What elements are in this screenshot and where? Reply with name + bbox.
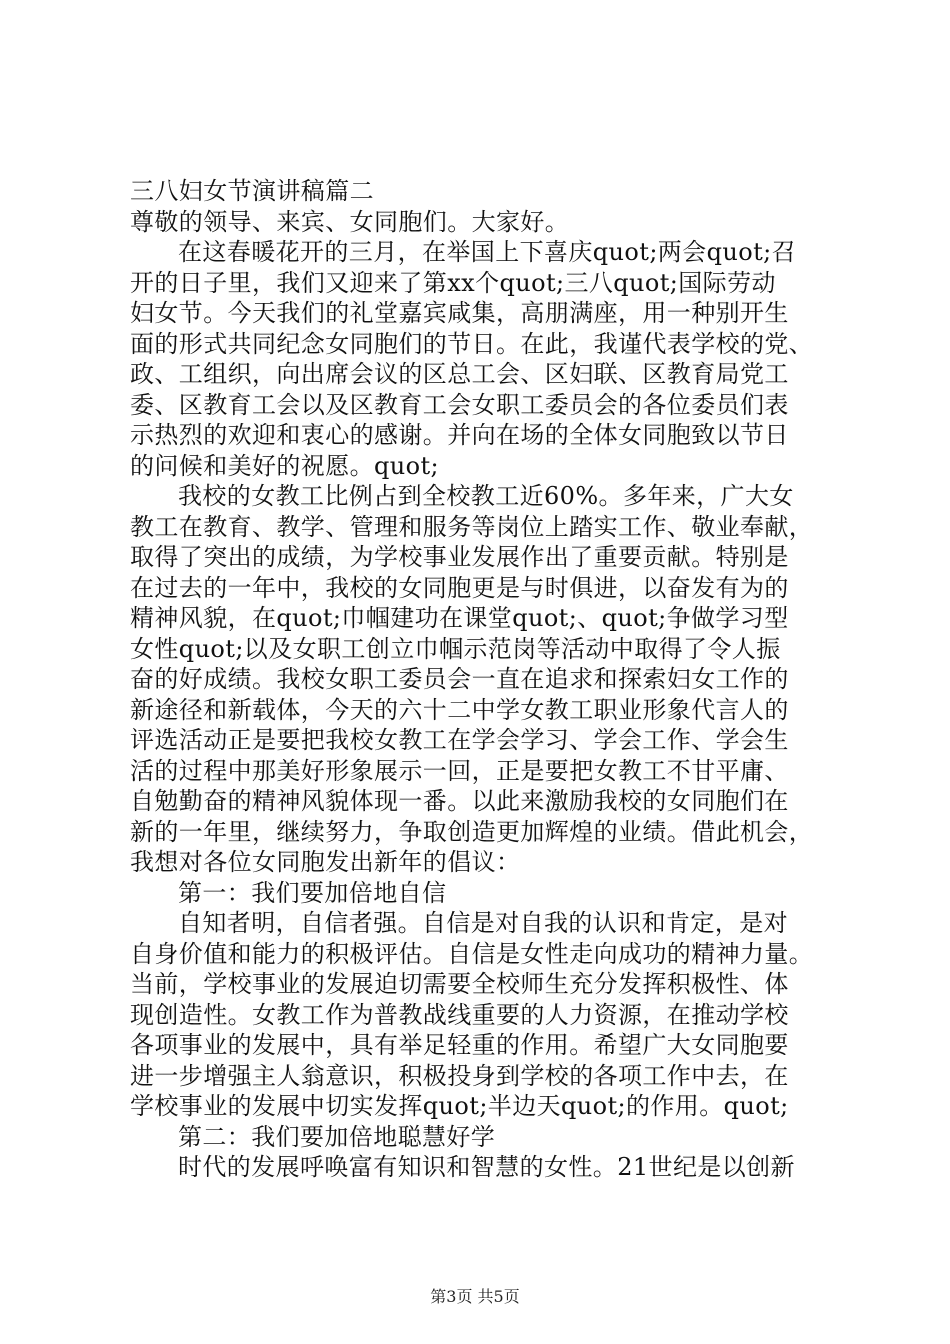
salutation: 尊敬的领导、来宾、女同胞们。大家好。 (130, 207, 570, 236)
text-line: 开的日子里，我们又迎来了第xx个quot;三八quot;国际劳动 (130, 268, 776, 297)
text-line: 妇女节。今天我们的礼堂嘉宾咸集，高朋满座，用一种别开生 (130, 299, 789, 327)
text-line: 时代的发展呼唤富有知识和智慧的女性。21世纪是以创新 (178, 1153, 795, 1181)
text-line: 我校的女教工比例占到全校教工近60%。多年来，广大女 (178, 482, 794, 510)
text-line: 精神风貌，在quot;巾帼建功在课堂quot;、quot;争做学习型 (130, 604, 789, 632)
text-line: 在这春暖花开的三月，在举国上下喜庆quot;两会quot;召 (178, 238, 796, 266)
text-line: 委、区教育工会以及区教育工会女职工委员会的各位委员们表 (130, 390, 789, 419)
text-line: 新的一年里，继续努力，争取创造更加辉煌的业绩。借此机会， (130, 817, 814, 846)
page-number-footer: 第3页 共5页 (430, 1287, 520, 1306)
text-line: 取得了突出的成绩，为学校事业发展作出了重要贡献。特别是 (130, 543, 789, 571)
subheading-first: 第一：我们要加倍地自信 (178, 878, 447, 907)
text-line: 教工在教育、教学、管理和服务等岗位上踏实工作、敬业奉献， (130, 512, 814, 541)
text-line: 活的过程中那美好形象展示一回，正是要把女教工不甘平庸、 (130, 756, 789, 785)
text-line: 新途径和新载体，今天的六十二中学女教工职业形象代言人的 (130, 695, 789, 724)
text-line: 在过去的一年中，我校的女同胞更是与时俱进，以奋发有为的 (130, 573, 789, 602)
text-line: 面的形式共同纪念女同胞们的节日。在此，我谨代表学校的党、 (130, 329, 814, 358)
text-line: 自身价值和能力的积极评估。自信是女性走向成功的精神力量。 (130, 939, 814, 968)
text-line: 当前，学校事业的发展迫切需要全校师生充分发挥积极性、体 (130, 970, 789, 998)
text-line: 的问候和美好的祝愿。quot; (130, 451, 439, 480)
text-line: 各项事业的发展中，具有举足轻重的作用。希望广大女同胞要 (130, 1031, 789, 1059)
text-line: 评选活动正是要把我校女教工在学会学习、学会工作、学会生 (130, 726, 789, 754)
text-line: 学校事业的发展中切实发挥quot;半边天quot;的作用。quot; (130, 1092, 789, 1120)
text-line: 政、工组织，向出席会议的区总工会、区妇联、区教育局党工 (130, 360, 789, 388)
text-line: 我想对各位女同胞发出新年的倡议： (130, 848, 521, 876)
text-line: 示热烈的欢迎和衷心的感谢。并向在场的全体女同胞致以节日 (130, 421, 789, 449)
text-line: 进一步增强主人翁意识，积极投身到学校的各项工作中去，在 (130, 1061, 789, 1090)
text-line: 自勉勤奋的精神风貌体现一番。以此来激励我校的女同胞们在 (130, 787, 789, 815)
subheading-second: 第二：我们要加倍地聪慧好学 (178, 1122, 496, 1151)
section-title: 三八妇女节演讲稿篇二 (130, 177, 374, 205)
text-line: 奋的好成绩。我校女职工委员会一直在追求和探索妇女工作的 (130, 665, 789, 693)
text-line: 自知者明，自信者强。自信是对自我的认识和肯定，是对 (178, 909, 788, 937)
text-line: 现创造性。女教工作为普教战线重要的人力资源，在推动学校 (130, 1000, 789, 1029)
document-body (130, 176, 830, 1183)
text-line: 女性quot;以及女职工创立巾帼示范岗等活动中取得了令人振 (130, 634, 781, 663)
